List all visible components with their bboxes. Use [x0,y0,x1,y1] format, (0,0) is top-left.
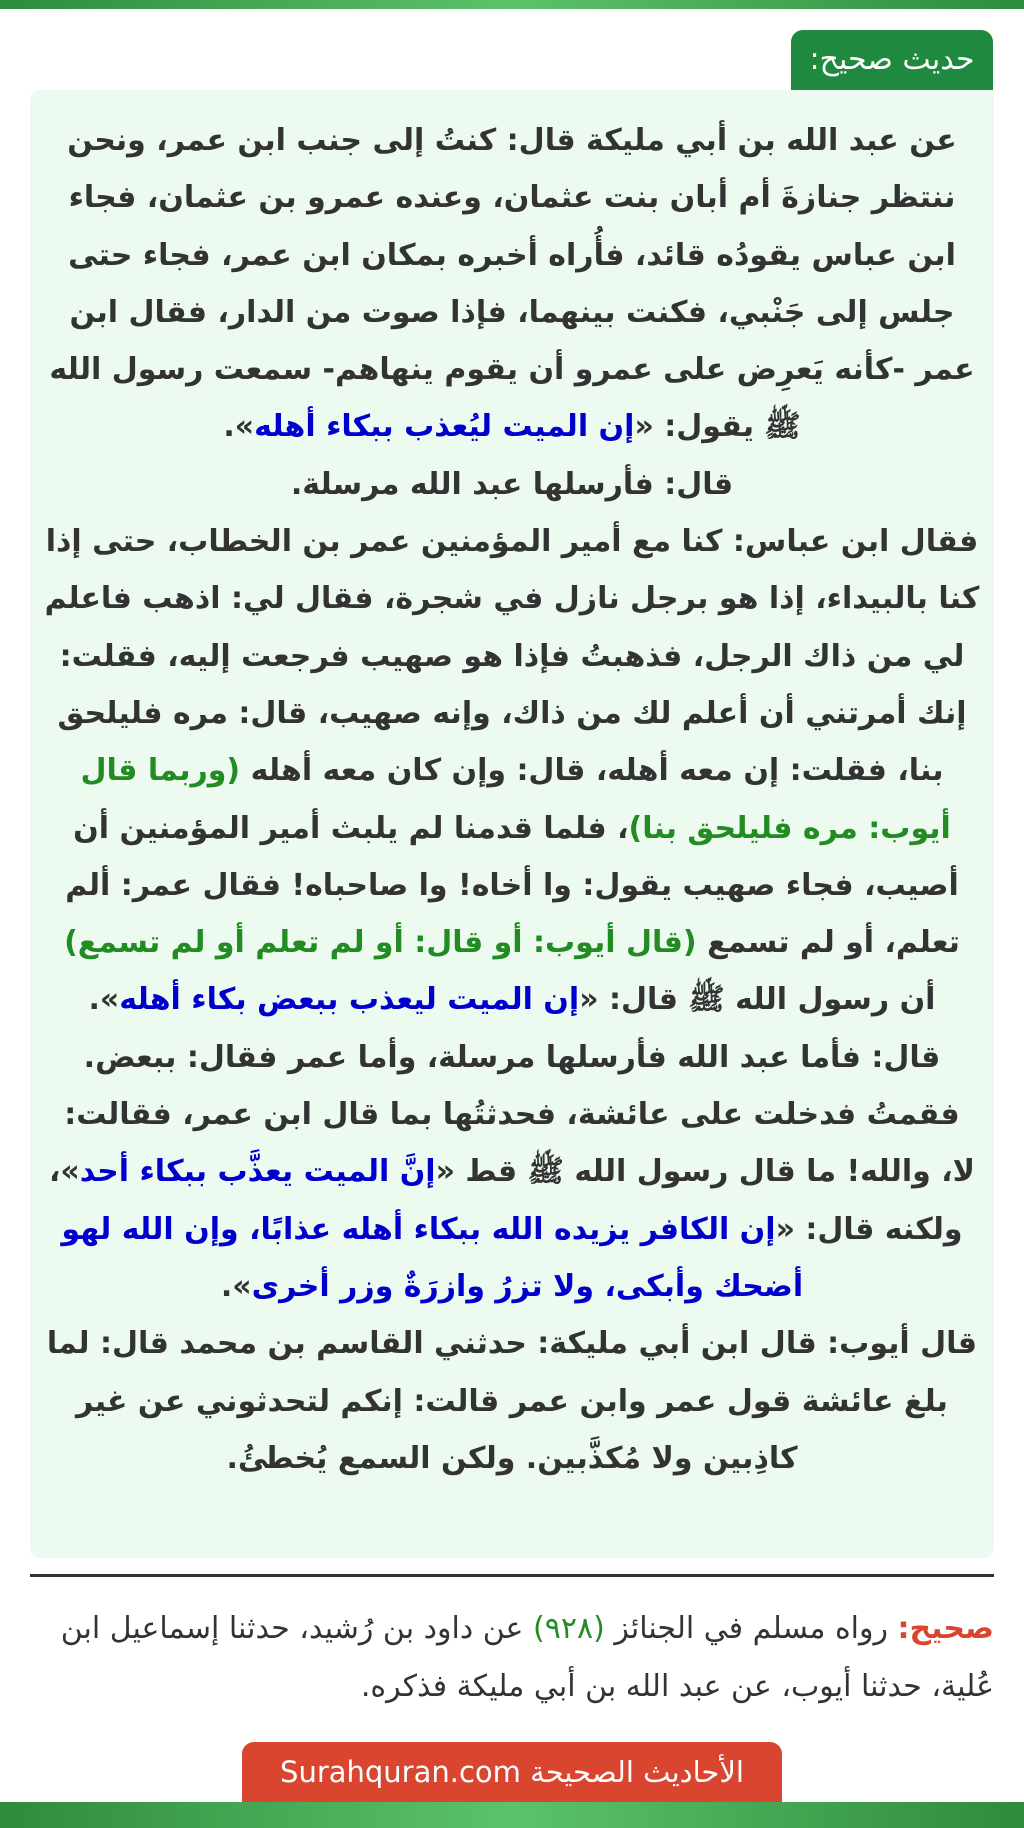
hadith-paragraph-3 [44,513,980,1029]
narrator-note: (وربما قال أيوب: مره فليلحق بنا) [80,753,951,846]
hadith-text-segment: عن عبد الله بن أبي مليكة قال: كنتُ إلى جنب ابن عمر، ونحن ننتظر جنازةَ أم أبان بنت عثمان، وعنده عمرو بن عثمان، فجاء ابن عباس يقودُه قائد، فأُراه أخبره بمكان ابن عمر، فجاء حتى جلس إلى جَنْبي، فكنت بينهما، فإذا صوت من الدار، فقال ابن عمر -كأنه يَعرِض على عمرو أن يقوم ينهاهم- سمعت رسول الله ﷺ يقول: « [49,123,975,445]
hadith-grade-label: حديث صحيح: [791,30,993,90]
hadith-text-segment: ». [220,1268,252,1304]
hadith-text-segment: قال أيوب: قال ابن أبي مليكة: حدثني القاسم بن محمد قال: لما بلغ عائشة قول عمر وابن عمر قالت: إنكم لتحدثوني عن غير كاذِبين ولا مُكذَّبين. ولكن السمع يُخطئُ. [46,1326,978,1476]
hadith-text [44,112,980,1487]
hadith-text-segment: قال: فأرسلها عبد الله مرسلة. [290,466,734,502]
citation-text: رواه مسلم في الجنائز [604,1611,898,1646]
hadith-text-segment: ، فلما قدمنا لم يلبث أمير المؤمنين أن أصيب، فجاء صهيب يقول: وا أخاه! وا صاحباه! فقال عمر: ألم تعلم، أو لم تسمع [65,810,960,961]
prophet-quote: إن الميت ليُعذب ببكاء أهله [254,409,635,445]
prophet-quote: إنَّ الميت يعذَّب ببكاء أحد [79,1154,436,1190]
brand-footer-badge[interactable]: الأحاديث الصحيحة Surahquran.com [242,1742,782,1802]
hadith-text-segment: قال: فأما عبد الله فأرسلها مرسلة، وأما عمر فقال: ببعض. فقمتُ فدخلت على عائشة، فحدثتُها بما قال ابن عمر، فقالت: لا، والله! ما قال رسول الله ﷺ قط « [64,1039,975,1190]
section-divider [30,1574,994,1577]
narrator-note: (قال أيوب: أو قال: أو لم تعلم أو لم تسمع) [64,925,697,961]
prophet-quote: إن الكافر يزيده الله ببكاء أهله عذابًا، وإن الله لهو أضحك وأبكى، ولا تزرُ وازرَةٌ وزر أخرى [61,1211,804,1304]
hadith-paragraph-5 [44,1315,980,1487]
hadith-text-segment: فقال ابن عباس: كنا مع أمير المؤمنين عمر بن الخطاب، حتى إذا كنا بالبيداء، إذا هو برجل نازل في شجرة، فقال لي: اذهب فاعلم لي من ذاك الرجل، فذهبتُ فإذا هو صهيب فرجعت إليه، فقلت: إنك أمرتني أن أعلم لك من ذاك، وإنه صهيب، قال: مره فليلحق بنا، فقلت: إن معه أهله، قال: وإن كان معه أهله [44,524,980,789]
bottom-decorative-bar [0,1802,1024,1828]
hadith-card [30,90,994,1558]
hadith-paragraph-4 [44,1029,980,1315]
hadith-text-segment: »، ولكنه قال: « [49,1154,963,1247]
hadith-paragraph-2 [44,456,980,513]
prophet-quote: إن الميت ليعذب ببعض بكاء أهله [119,982,580,1018]
citation-text: عن داود بن رُشيد، حدثنا إسماعيل ابن عُلية، حدثنا أيوب، عن عبد الله بن أبي مليكة فذكره. [60,1611,994,1704]
grade-label: صحيح: [897,1611,994,1646]
hadith-text-segment: ». [223,409,255,445]
hadith-text-segment: ». [88,982,120,1018]
hadith-text-segment: أن رسول الله ﷺ قال: « [579,982,936,1018]
hadith-number: (٩٢٨) [533,1611,605,1646]
top-decorative-bar [0,0,1024,9]
hadith-paragraph-1 [44,112,980,456]
source-citation [30,1600,994,1716]
